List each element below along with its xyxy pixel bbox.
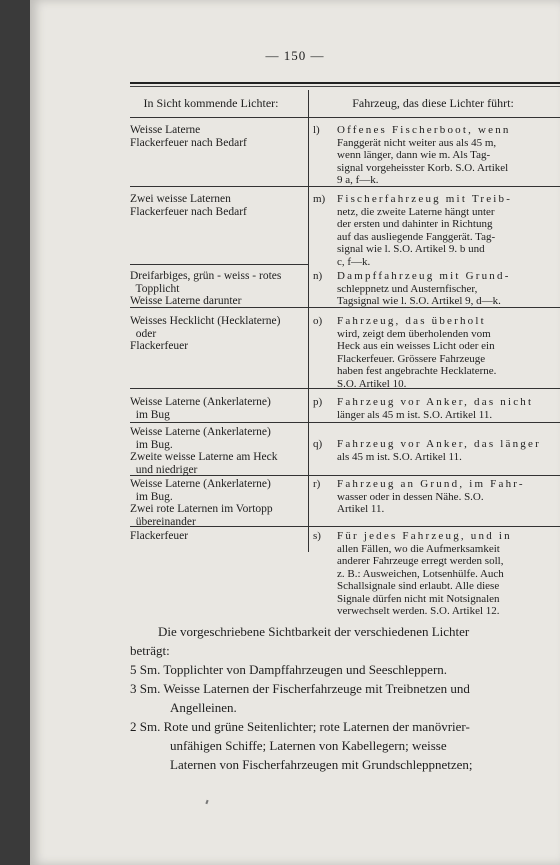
table-header-vessel: Fahrzeug, das diese Lichter führt: [352,96,514,110]
row-letter: m) [313,193,326,205]
page-number: — 150 — [265,48,325,63]
row-letter: n) [313,270,323,282]
row-letter: s) [313,530,321,542]
visibility-item: 3 Sm. Weisse Laternen der Fischerfahrzeuge mit Treibnetzen und [130,681,470,696]
row-o-lights: Weisses Hecklicht (Hecklaterne) oder Flackerfeuer [130,315,281,352]
visibility-item-cont: Angelleinen. [170,700,237,715]
row-divider [130,422,560,423]
table-header-rule [130,117,560,118]
row-q-lights: Weisse Laterne (Ankerlaterne) im Bug. Zweite weisse Laterne am Heck und niedriger [130,426,278,476]
row-p-lights: Weisse Laterne (Ankerlaterne) im Bug [130,396,271,421]
row-letter: r) [313,478,321,490]
visibility-item: 5 Sm. Topplichter von Dampffahrzeugen und Seeschleppern. [130,662,448,677]
table-header-lights: In Sicht kommende Lichter: [143,96,279,110]
row-s-lights: Flackerfeuer [130,530,189,542]
row-letter: q) [313,438,323,450]
table-top-rule [130,82,560,84]
row-m-lights: Zwei weisse Laternen Flackerfeuer nach Bedarf [130,193,247,218]
book-page: — 150 — In Sicht kommende Lichter: Fahrzeug, das diese Lichter führt: Weisse Laterne Flackerfeuer nach Bedarf l) Offenes Fischerboot, wenn Fanggerät nicht weiter aus als 45 m, wenn länger, dann wie m. Als Tag- signal vorgeheisster Korb. S.O. Artikel 9 a, f—k. Zwei weisse Laternen Flackerfeuer nach Bedarf m) Fischerfahrzeug mit Treib- netz, die zweite Laterne hängt unter der ersten und dahinter in Richtung auf das ausliegende Fanggerät. Tag- signal wie l. S.O. Artikel 9. b und c, f—k. Dreifarbiges, grün - weiss - rotes Topplicht Weisse Laterne darunter n) Dampffahrzeug mit Grund- schleppnetz und Austernfischer, Tagsignal wie l. S.O. Artikel 9, d—k. Weisses Hecklicht (Hecklaterne) oder Flackerfeuer o) Fahrzeug, das überholt wird, zeigt dem überholenden vom Heck aus ein weisses Licht oder ein Flackerfeuer. Grössere Fahrzeuge haben fest angebrachte Hecklaterne. S.O. Artikel 10. Weisse Laterne (Ankerlaterne) im Bug p) Fahrzeug vor Anker, das nicht länger als 45 m ist. S.O. Artikel 11. Weisse Laterne (Ankerlaterne) im Bug. Zweite weisse Laterne am Heck und niedriger q) Fahrzeug vor Anker, das länger als 45 m ist. S.O. Artikel 11. Weisse Laterne (Ankerlaterne) im Bug. Zwei rote Laternen im Vortopp übereinander r) Fahrzeug an Grund, im Fahr- wasser oder in dessen Nähe. S.O. Artikel 11. Flackerfeuer s) Für jedes Fahrzeug, und in allen Fällen, wo die Aufmerksamkeit anderer Fahrzeuge erregt werden soll, z. B.: Ausweichen, Lotsenhülfe. Auch Schallsignale sind erlaubt. Alle diese Signale dürfen nicht mit Notsignalen verwechselt werden. S.O. Artikel 12. Die vorgeschriebene Sichtbarkeit der verschiedenen Lichter beträgt: 5 Sm. Topplichter von Dampffahrzeugen und Seeschleppern. 3 Sm. Weisse Laternen der Fischerfahrzeuge mit Treibnetzen und Angelleinen. 2 Sm. Rote und grüne Seitenlichter; rote Laternen der manövrier- unfähigen Schiffe; Laternen von Kabellegern; weisse Laternen von Fischerfahrzeugen mit Grundschleppnetzen; [30,0,560,865]
intro-line: Die vorgeschriebene Sichtbarkeit der verschiedenen Lichter [158,624,470,639]
table-column-divider [308,90,309,552]
row-divider [130,388,560,389]
row-l-lights: Weisse Laterne Flackerfeuer nach Bedarf [130,124,247,149]
row-divider [130,307,560,308]
visibility-item: 2 Sm. Rote und grüne Seitenlichter; rote Laternen der manövrier- [130,719,470,734]
row-r-lights: Weisse Laterne (Ankerlaterne) im Bug. Zwei rote Laternen im Vortopp übereinander [130,478,273,528]
row-divider [130,475,560,476]
row-letter: l) [313,124,320,136]
row-letter: p) [313,396,323,408]
row-n-lights: Dreifarbiges, grün - weiss - rotes Topplicht Weisse Laterne darunter [130,270,282,307]
row-letter: o) [313,315,323,327]
visibility-item-cont: Laternen von Fischerfahrzeugen mit Grundschleppnetzen; [170,757,473,772]
row-divider [130,186,560,187]
row-divider [130,264,308,265]
visibility-paragraph [130,622,560,774]
paper-speck [205,800,208,804]
visibility-item-cont: unfähigen Schiffe; Laternen von Kabellegern; weisse [170,738,447,753]
table-top-rule-thin [130,86,560,87]
row-divider [130,526,560,527]
intro-line: beträgt: [130,643,170,658]
